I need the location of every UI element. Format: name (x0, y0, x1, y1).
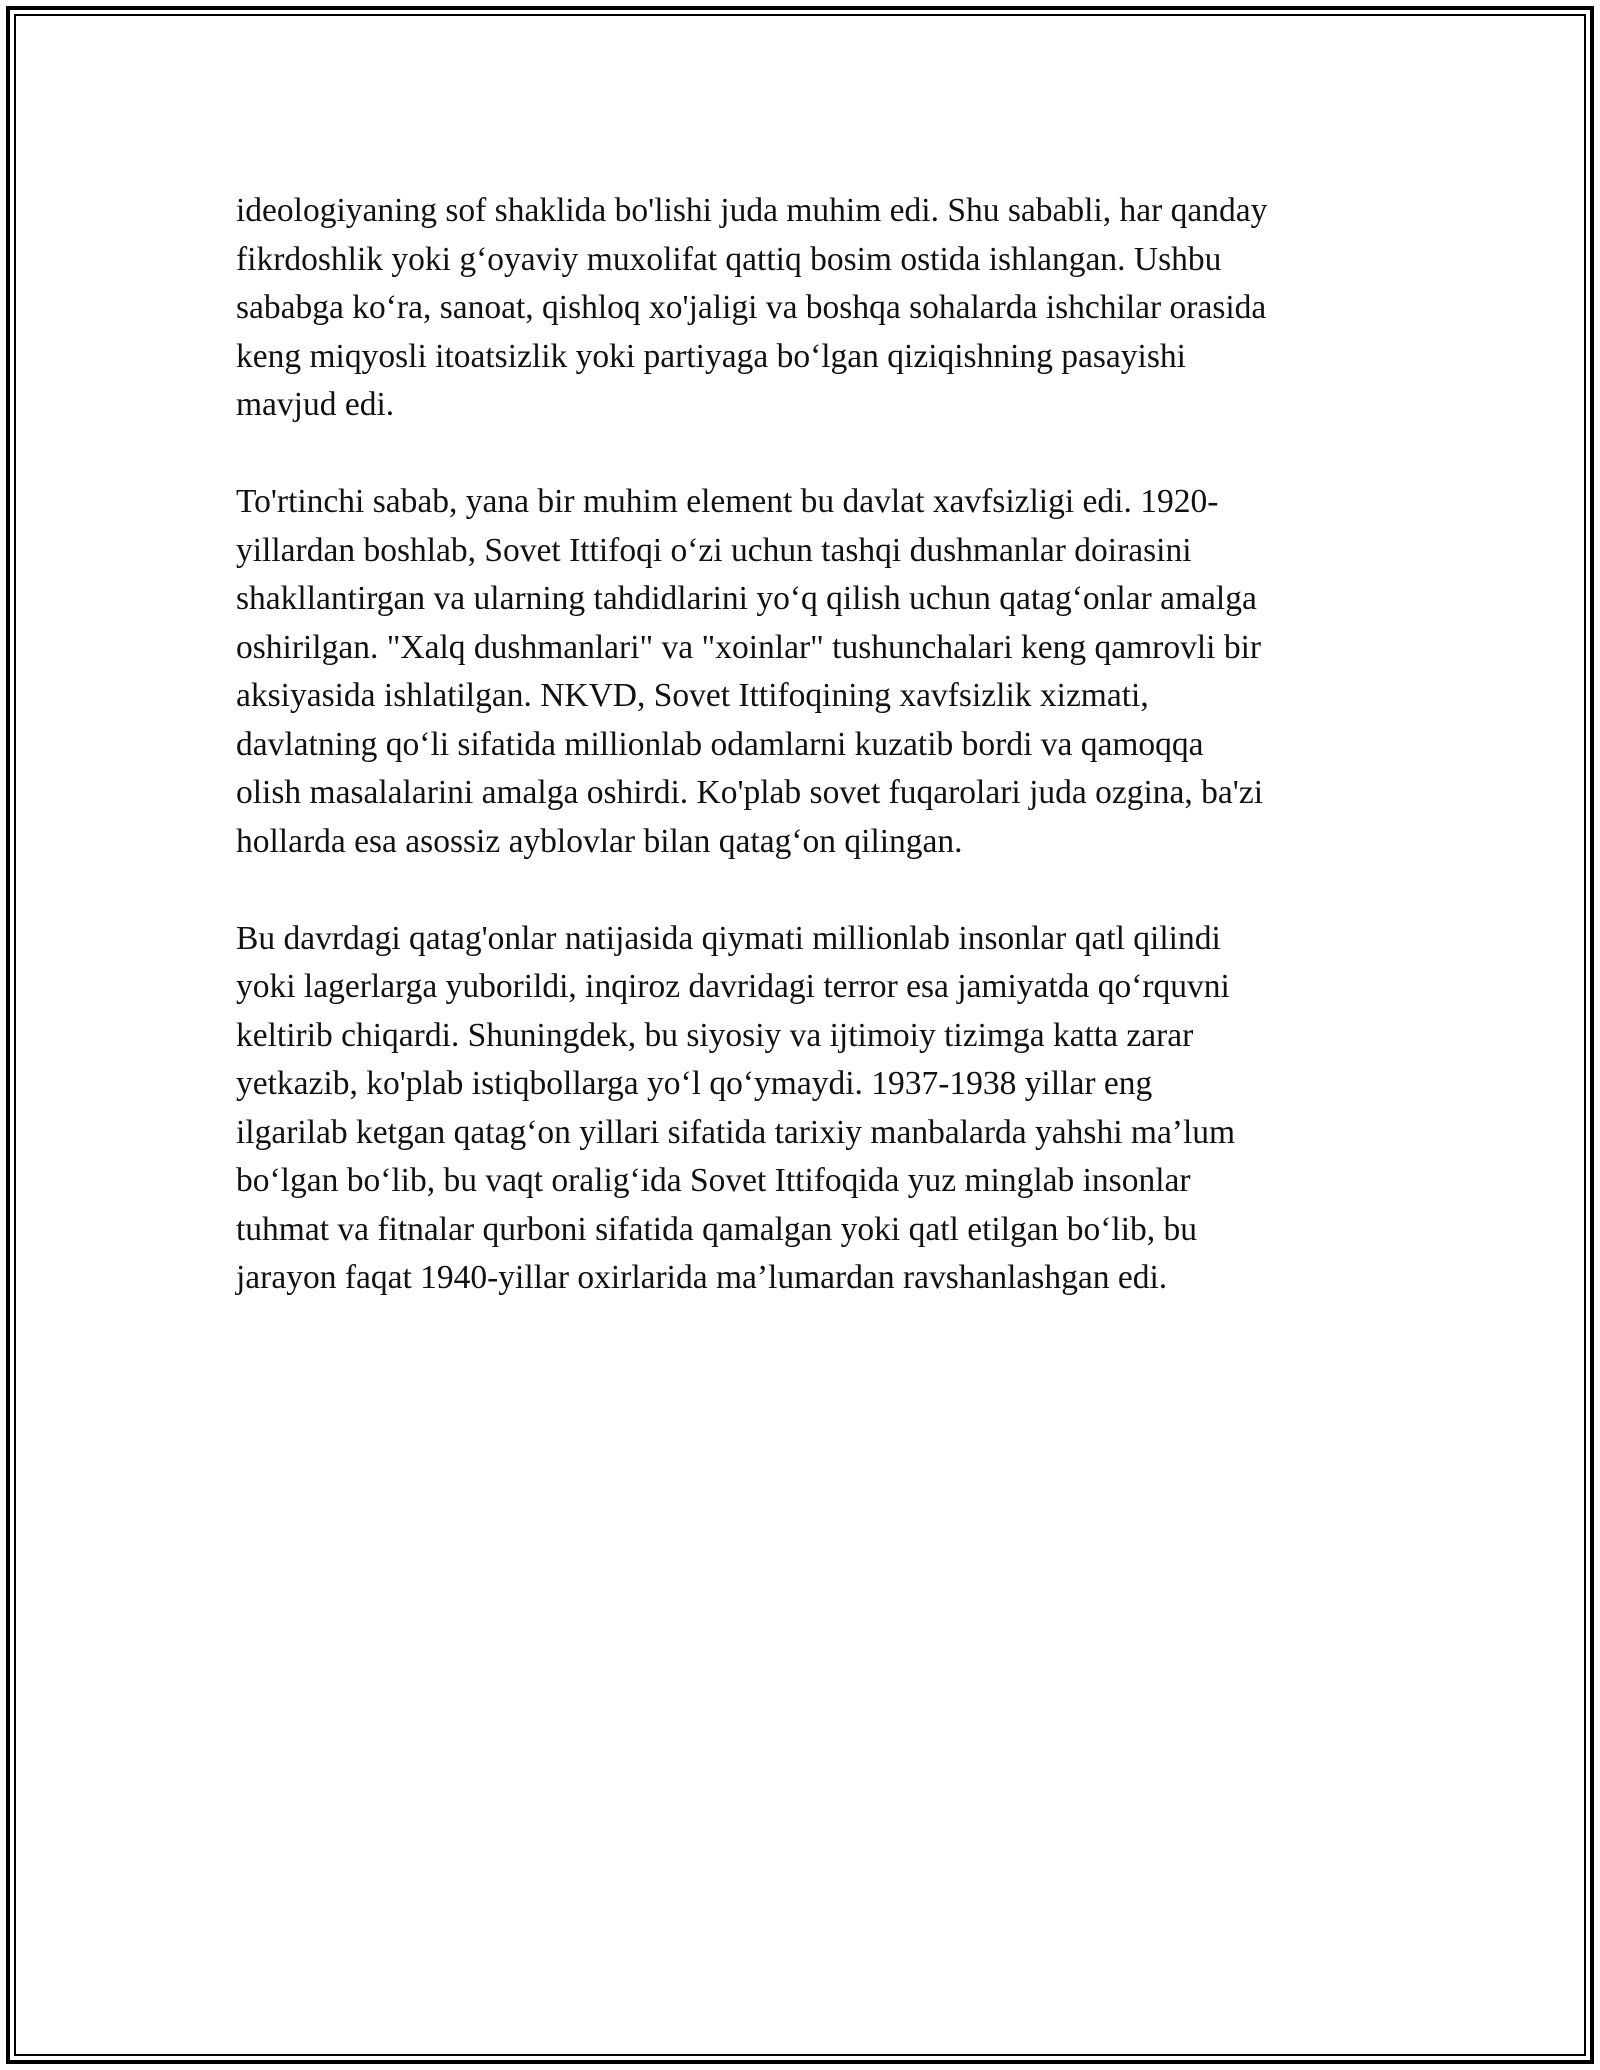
paragraph-3: Bu davrdagi qatag'onlar natijasida qiymati millionlab insonlar qatl qilindi yoki lagerlarga yuborildi, inqiroz davridagi terror esa jamiyatda qo‘rquvni keltirib chiqardi. Shuningdek, bu siyosiy va ijtimoiy tizimga katta zarar yetkazib, ko'plab istiqbollarga yo‘l qo‘ymaydi. 1937-1938 yillar eng ilgarilab ketgan qatag‘on yillari sifatida tarixiy manbalarda yahshi ma’lum bo‘lgan bo‘lib, bu vaqt oralig‘ida Sovet Ittifoqida yuz minglab insonlar tuhmat va fitnalar qurboni sifatida qamalgan yoki qatl etilgan bo‘lib, bu jarayon faqat 1940-yillar oxirlarida ma’lumardan ravshanlashgan edi. (236, 919, 1236, 1296)
paragraph-1: ideologiyaning sof shaklida bo'lishi juda muhim edi. Shu sababli, har qanday fikrdoshlik yoki g‘oyaviy muxolifat qattiq bosim ostida ishlangan. Ushbu sababga ko‘ra, sanoat, qishloq xo'jaligi va boshqa sohalarda ishchilar orasida keng miqyosli itoatsizlik yoki partiyaga bo‘lgan qiziqishning pasayishi mavjud edi. (236, 192, 1268, 423)
document-body (236, 187, 1366, 1351)
paragraph-2: To'rtinchi sabab, yana bir muhim element bu davlat xavfsizligi edi. 1920- yillardan boshlab, Sovet Ittifoqi o‘zi uchun tashqi dushmanlar doirasini shakllantirgan va ularning tahdidlarini yo‘q qilish uchun qatag‘onlar amalga oshirilgan. "Xalq dushmanlari" va "xoinlar" tushunchalari keng qamrovli bir aksiyasida ishlatilgan. NKVD, Sovet Ittifoqining xavfsizlik xizmati, davlatning qo‘li sifatida millionlab odamlarni kuzatib bordi va qamoqqa olish masalalarini amalga oshirdi. Ko'plab sovet fuqarolari juda ozgina, ba'zi hollarda esa asossiz ayblovlar bilan qatag‘on qilingan. (236, 483, 1264, 860)
